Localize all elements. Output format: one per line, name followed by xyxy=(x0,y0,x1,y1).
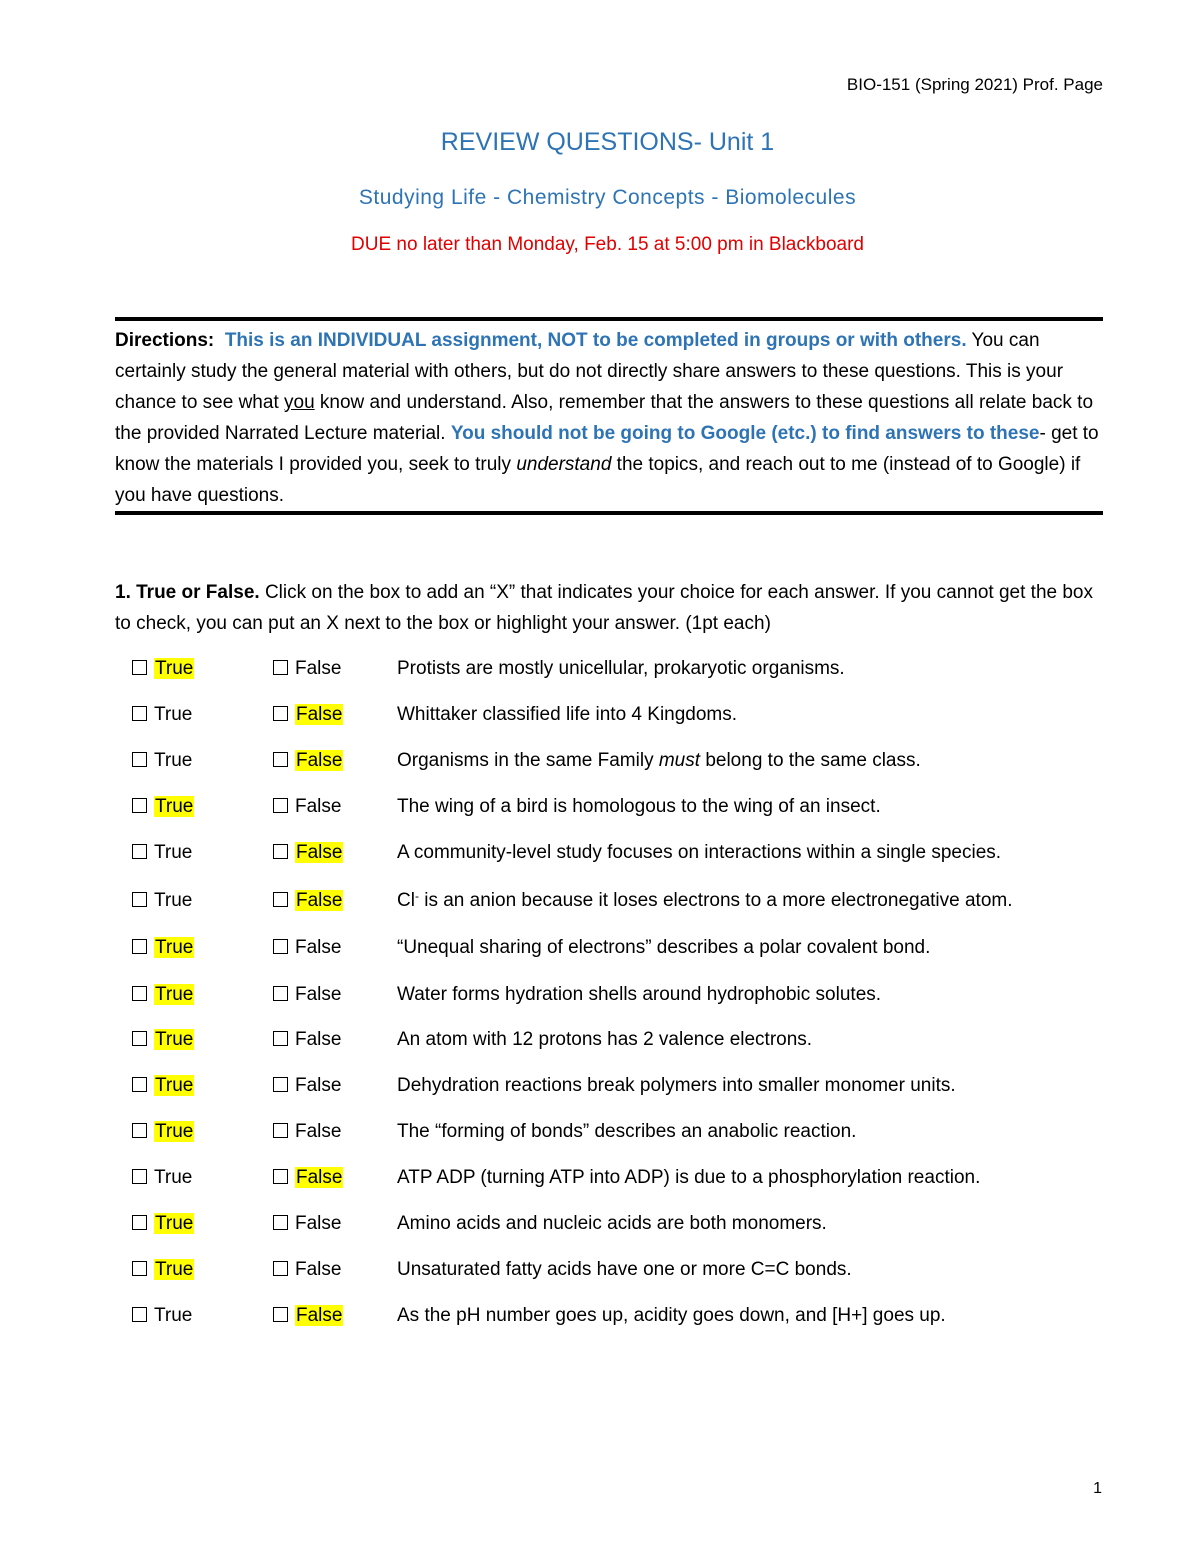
directions-top-rule xyxy=(115,317,1103,321)
tf-row xyxy=(0,792,1200,822)
checkbox[interactable] xyxy=(273,1215,288,1230)
false-option[interactable] xyxy=(273,1025,341,1055)
checkbox[interactable] xyxy=(132,1031,147,1046)
false-label: False xyxy=(295,1075,342,1096)
checkbox[interactable] xyxy=(273,986,288,1001)
tf-row xyxy=(0,1163,1200,1193)
false-option[interactable] xyxy=(273,1117,341,1147)
tf-row xyxy=(0,1025,1200,1055)
true-option[interactable] xyxy=(132,1301,192,1331)
false-option[interactable] xyxy=(273,980,341,1010)
checkbox[interactable] xyxy=(132,1123,147,1138)
true-label: True xyxy=(155,1075,194,1096)
checkbox[interactable] xyxy=(132,660,147,675)
tf-statement xyxy=(397,746,921,776)
true-label: True xyxy=(155,984,194,1005)
directions-block xyxy=(115,325,1105,511)
false-label: False xyxy=(295,1121,342,1142)
tf-statement: “Unequal sharing of electrons” describes a polar covalent bond. xyxy=(397,937,931,958)
directions-italic-understand: understand xyxy=(516,454,612,475)
true-option[interactable] xyxy=(132,654,194,684)
false-label: False xyxy=(295,1029,342,1050)
tf-statement-superscript: - xyxy=(414,889,419,903)
question-1-intro xyxy=(115,577,1105,639)
checkbox[interactable] xyxy=(132,1215,147,1230)
true-label: True xyxy=(155,658,194,679)
true-label: True xyxy=(154,750,193,771)
document-subtitle: Studying Life - Chemistry Concepts - Biomolecules xyxy=(358,186,857,209)
tf-statement: Water forms hydration shells around hydrophobic solutes. xyxy=(397,984,882,1005)
false-option[interactable] xyxy=(273,1163,343,1193)
true-label: True xyxy=(154,1167,193,1188)
false-label: False xyxy=(296,890,343,911)
checkbox[interactable] xyxy=(132,939,147,954)
tf-statement: Dehydration reactions break polymers into smaller monomer units. xyxy=(397,1075,956,1096)
tf-row xyxy=(0,1117,1200,1147)
tf-statement-part: belong to the same class. xyxy=(700,750,921,771)
false-option[interactable] xyxy=(273,700,343,730)
true-label: True xyxy=(155,796,194,817)
false-option[interactable] xyxy=(273,886,343,916)
tf-statement: Whittaker classified life into 4 Kingdoms. xyxy=(397,704,738,725)
false-option[interactable] xyxy=(273,746,343,776)
checkbox[interactable] xyxy=(132,1169,147,1184)
true-option[interactable] xyxy=(132,886,192,916)
directions-underline-you: you xyxy=(284,392,315,413)
tf-statement: The wing of a bird is homologous to the wing of an insect. xyxy=(397,796,881,817)
question-1-label: 1. True or False. xyxy=(115,582,260,603)
course-header: BIO-151 (Spring 2021) Prof. Page xyxy=(846,75,1103,94)
page-number: 1 xyxy=(1093,1480,1102,1497)
false-label: False xyxy=(295,658,342,679)
directions-bottom-rule xyxy=(115,511,1103,515)
checkbox[interactable] xyxy=(273,939,288,954)
false-label: False xyxy=(296,704,343,725)
tf-row xyxy=(0,886,1200,916)
tf-statement-emphasis: must xyxy=(658,750,701,771)
true-option[interactable] xyxy=(132,1025,194,1055)
checkbox[interactable] xyxy=(273,706,288,721)
true-label: True xyxy=(155,1029,194,1050)
tf-statement-part: is an anion because it loses electrons to a more electronegative atom. xyxy=(418,890,1013,911)
directions-text-1: You can certainly study the general material with others, but do not directly share answers to these questions. This is your chance to see what xyxy=(115,330,1064,413)
checkbox[interactable] xyxy=(132,752,147,767)
true-label: True xyxy=(154,1305,193,1326)
true-option[interactable] xyxy=(132,1255,194,1285)
checkbox[interactable] xyxy=(273,1307,288,1322)
tf-row xyxy=(0,1209,1200,1239)
true-label: True xyxy=(154,842,193,863)
true-label: True xyxy=(155,1213,194,1234)
checkbox[interactable] xyxy=(273,660,288,675)
checkbox[interactable] xyxy=(132,798,147,813)
checkbox[interactable] xyxy=(273,798,288,813)
tf-row xyxy=(0,654,1200,684)
true-label: True xyxy=(155,1121,194,1142)
tf-row xyxy=(0,933,1200,963)
tf-row xyxy=(0,1071,1200,1101)
checkbox[interactable] xyxy=(132,892,147,907)
checkbox[interactable] xyxy=(273,752,288,767)
directions-text-3: - get to know the materials I provided you, seek to truly xyxy=(115,423,1099,475)
false-option[interactable] xyxy=(273,1301,343,1331)
true-option[interactable] xyxy=(132,746,192,776)
directions-text-2: know and understand. Also, remember that the answers to these questions all relate back to the provided Narrated Lecture material. xyxy=(115,392,1094,444)
question-1-instructions: Click on the box to add an “X” that indicates your choice for each answer. If you cannot get the box to check, you can put an X next to the box or highlight your answer. (1pt each) xyxy=(115,582,1093,634)
true-option[interactable] xyxy=(132,838,192,868)
true-label: True xyxy=(155,937,194,958)
false-label: False xyxy=(296,842,343,863)
tf-row xyxy=(0,838,1200,868)
false-label: False xyxy=(295,1213,342,1234)
tf-statement: An atom with 12 protons has 2 valence electrons. xyxy=(397,1029,813,1050)
false-label: False xyxy=(295,1259,342,1280)
tf-statement-part: Organisms in the same Family xyxy=(397,750,659,771)
due-date: DUE no later than Monday, Feb. 15 at 5:00 pm in Blackboard xyxy=(351,234,864,255)
tf-row xyxy=(0,700,1200,730)
tf-statement: A community-level study focuses on interactions within a single species. xyxy=(397,842,1002,863)
tf-statement: ATP ADP (turning ATP into ADP) is due to a phosphorylation reaction. xyxy=(397,1167,981,1188)
checkbox[interactable] xyxy=(132,706,147,721)
false-option[interactable] xyxy=(273,933,341,963)
directions-individual-notice: This is an INDIVIDUAL assignment, NOT to be completed in groups or with others. xyxy=(224,330,967,351)
directions-text-4: the topics, and reach out to me (instead of to Google) if you have questions. xyxy=(115,454,1081,506)
tf-statement: As the pH number goes up, acidity goes down, and [H+] goes up. xyxy=(397,1305,946,1326)
false-option[interactable] xyxy=(273,1209,341,1239)
false-label: False xyxy=(296,1305,343,1326)
checkbox[interactable] xyxy=(273,1077,288,1092)
true-option[interactable] xyxy=(132,1163,192,1193)
tf-statement-part: Cl xyxy=(397,890,415,911)
false-label: False xyxy=(295,937,342,958)
false-option[interactable] xyxy=(273,654,341,684)
false-option[interactable] xyxy=(273,838,343,868)
true-option[interactable] xyxy=(132,1117,194,1147)
checkbox[interactable] xyxy=(273,1261,288,1276)
tf-row xyxy=(0,746,1200,776)
tf-row xyxy=(0,1255,1200,1285)
false-option[interactable] xyxy=(273,792,341,822)
true-option[interactable] xyxy=(132,933,194,963)
checkbox[interactable] xyxy=(273,1123,288,1138)
true-option[interactable] xyxy=(132,792,194,822)
true-option[interactable] xyxy=(132,1071,194,1101)
document-title: REVIEW QUESTIONS- Unit 1 xyxy=(440,128,775,156)
false-label: False xyxy=(296,750,343,771)
tf-statement: The “forming of bonds” describes an anabolic reaction. xyxy=(397,1121,857,1142)
tf-row xyxy=(0,1301,1200,1331)
false-label: False xyxy=(295,984,342,1005)
checkbox[interactable] xyxy=(132,1077,147,1092)
directions-label: Directions: xyxy=(115,330,215,351)
checkbox[interactable] xyxy=(273,1031,288,1046)
checkbox[interactable] xyxy=(273,844,288,859)
checkbox[interactable] xyxy=(132,844,147,859)
true-label: True xyxy=(154,890,193,911)
tf-row xyxy=(0,980,1200,1010)
tf-statement: Amino acids and nucleic acids are both monomers. xyxy=(397,1213,827,1234)
checkbox[interactable] xyxy=(132,986,147,1001)
checkbox[interactable] xyxy=(273,1169,288,1184)
checkbox[interactable] xyxy=(132,1261,147,1276)
directions-google-notice: You should not be going to Google (etc.) to find answers to these xyxy=(450,423,1040,444)
true-option[interactable] xyxy=(132,700,192,730)
false-option[interactable] xyxy=(273,1255,341,1285)
true-label: True xyxy=(154,704,193,725)
tf-statement: Protists are mostly unicellular, prokaryotic organisms. xyxy=(397,658,845,679)
false-option[interactable] xyxy=(273,1071,341,1101)
true-label: True xyxy=(155,1259,194,1280)
tf-statement xyxy=(397,886,1013,916)
checkbox[interactable] xyxy=(132,1307,147,1322)
true-option[interactable] xyxy=(132,1209,194,1239)
false-label: False xyxy=(296,1167,343,1188)
tf-statement: Unsaturated fatty acids have one or more C=C bonds. xyxy=(397,1259,852,1280)
true-option[interactable] xyxy=(132,980,194,1010)
checkbox[interactable] xyxy=(273,892,288,907)
false-label: False xyxy=(295,796,342,817)
